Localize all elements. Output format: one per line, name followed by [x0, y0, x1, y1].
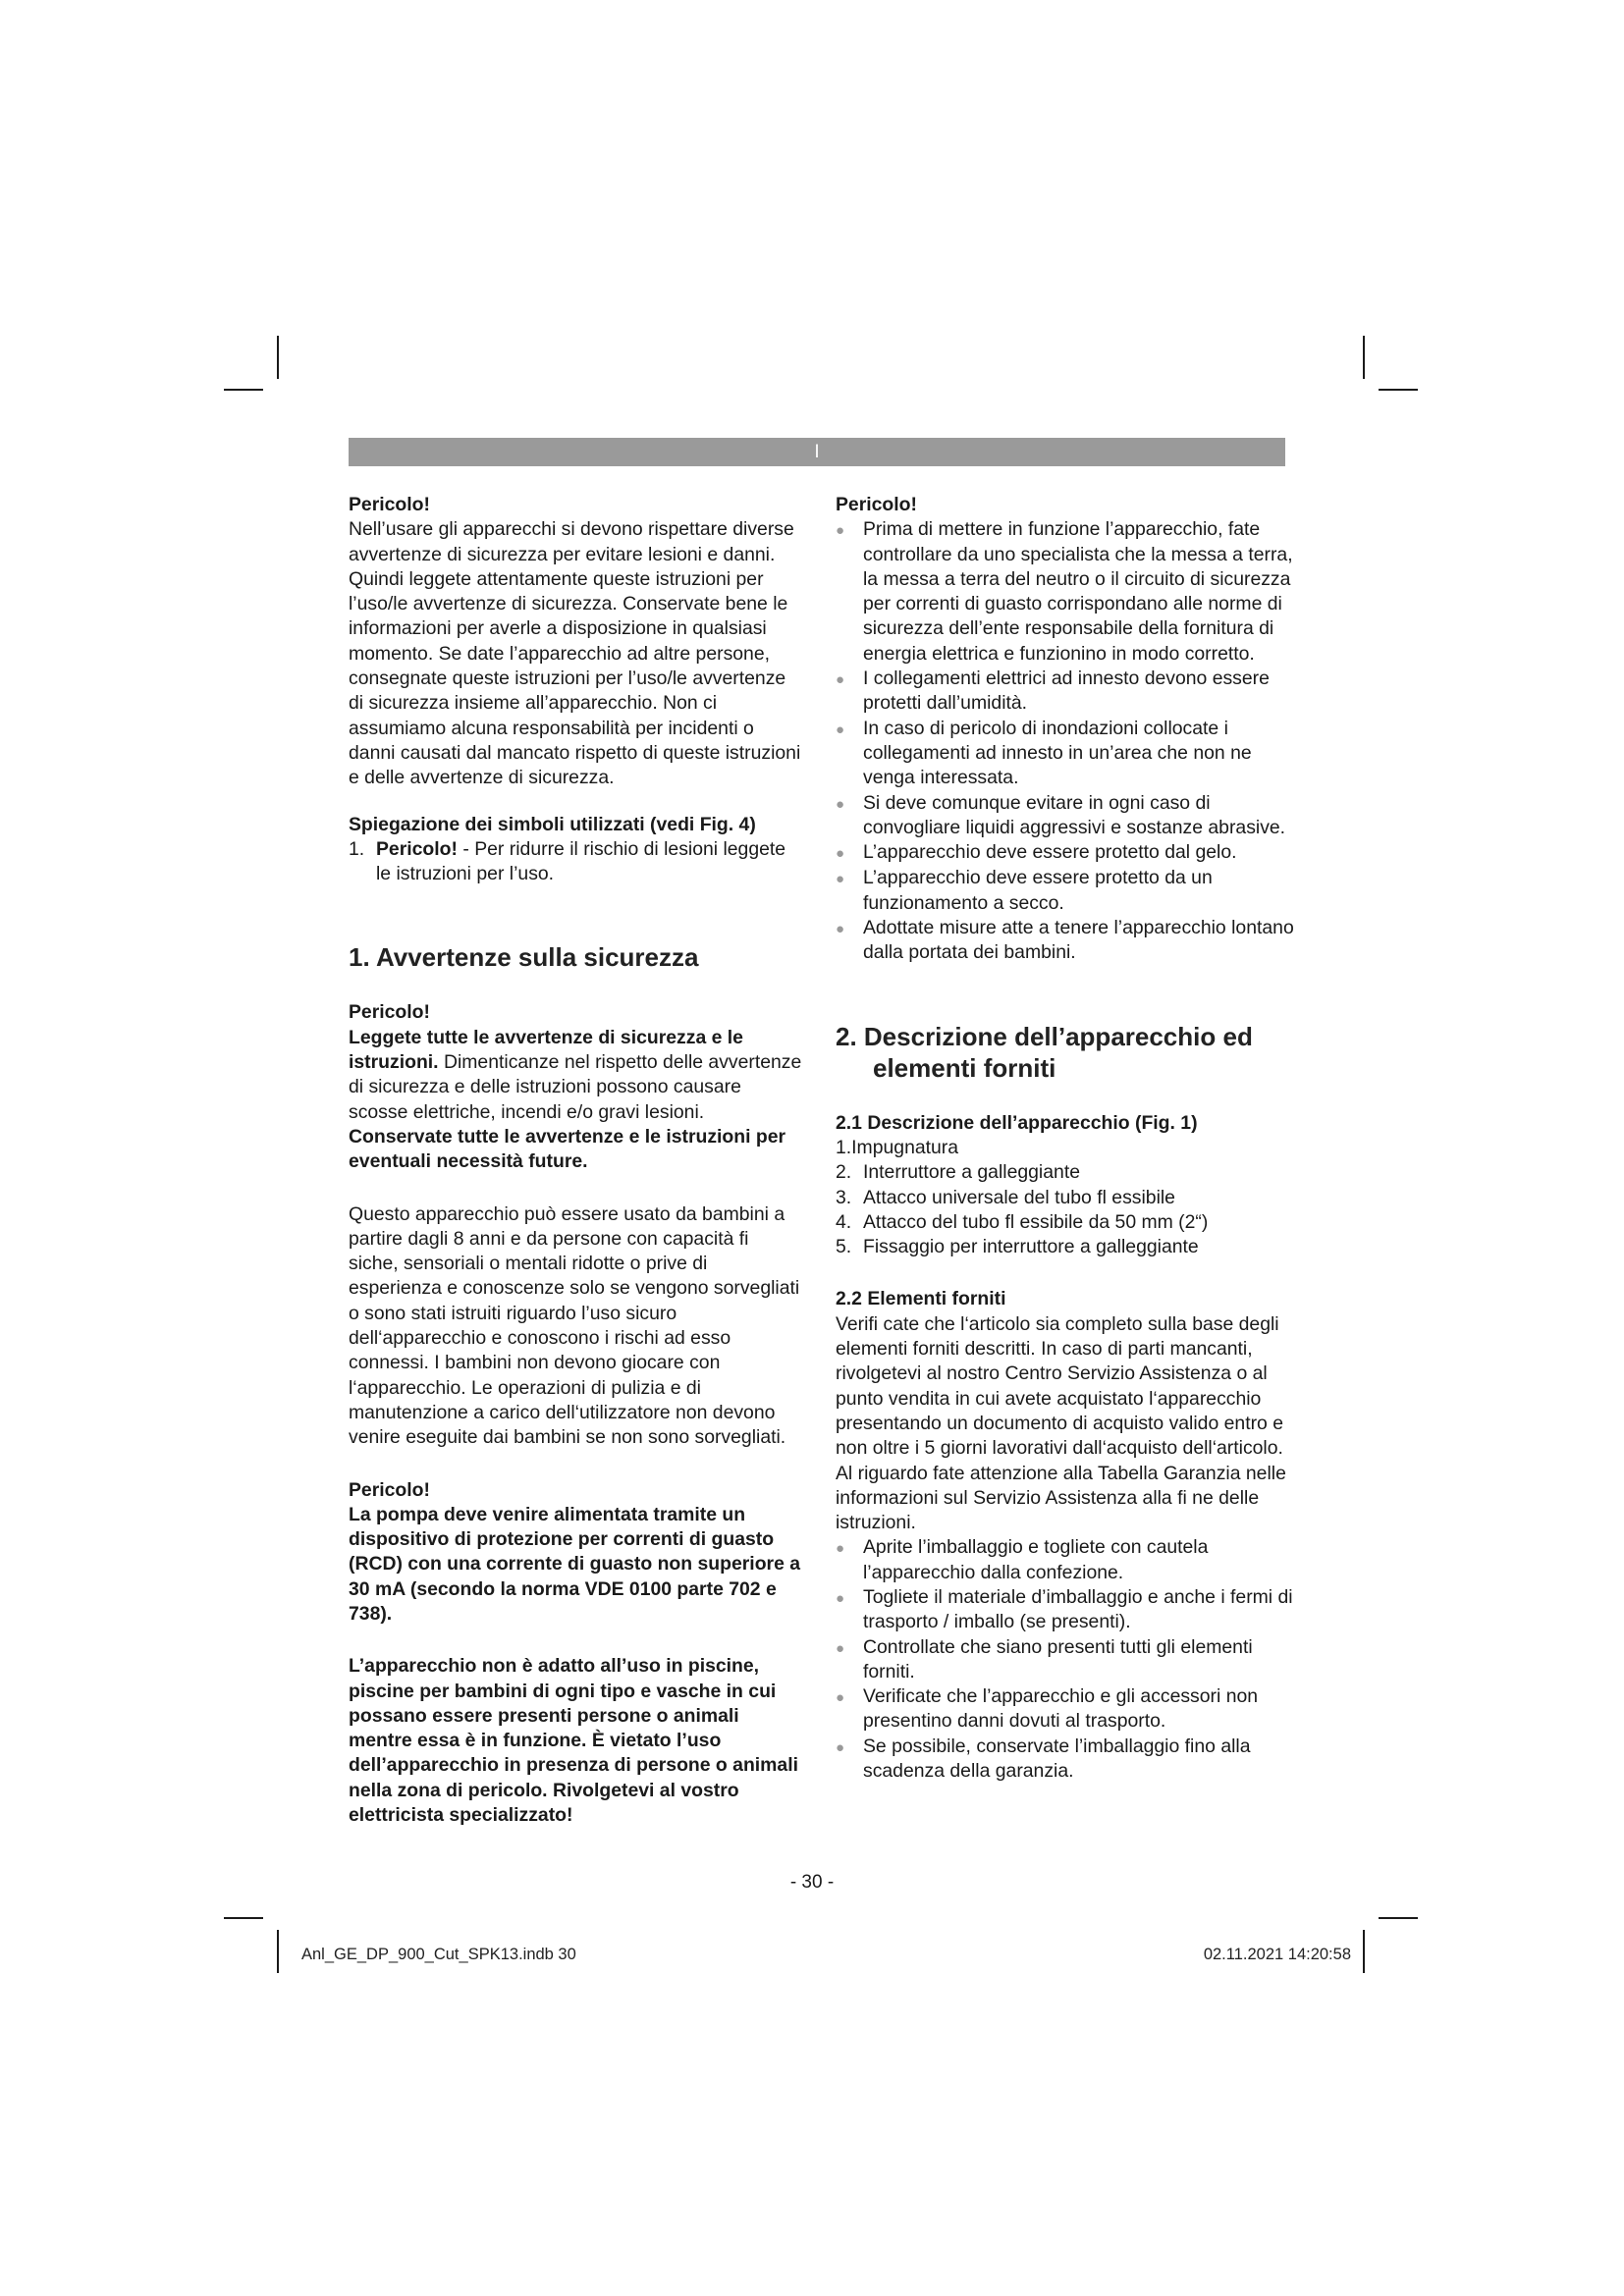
- bullet-icon: ●: [836, 795, 845, 813]
- item-number: 5.: [836, 1236, 852, 1258]
- bullet-icon: ●: [836, 1738, 845, 1756]
- bullet-text: Adottate misure atte a tenere l’apparecchio lontano dalla portata dei bambini.: [863, 917, 1294, 964]
- spacer: [836, 966, 1297, 1021]
- item-text: Attacco del tubo fl essibile da 50 mm (2“): [863, 1210, 1209, 1233]
- item-text: Attacco universale del tubo fl essibile: [863, 1186, 1175, 1208]
- spacer: [349, 973, 803, 1000]
- spacer: [836, 1259, 1297, 1287]
- file-name: Anl_GE_DP_900_Cut_SPK13.indb 30: [301, 1946, 576, 1963]
- right-column: [836, 493, 1297, 1784]
- list-item: [836, 1235, 1297, 1259]
- page-number: - 30 -: [789, 1872, 835, 1893]
- crop-mark: [277, 1930, 279, 1973]
- section-header-bar: [349, 438, 1285, 466]
- list-item: [836, 667, 1297, 717]
- list-item: [836, 717, 1297, 791]
- item-bold: Pericolo!: [376, 837, 458, 860]
- bullet-text: Togliete il materiale d’imballaggio e anche i fermi di trasporto / imballo (se presenti).: [863, 1585, 1293, 1633]
- parts-list: [836, 1136, 1297, 1259]
- crop-mark: [224, 389, 263, 391]
- crop-mark: [224, 1917, 263, 1919]
- danger-heading: Pericolo!: [349, 1001, 430, 1024]
- bullet-text: Controllate che siano presenti tutti gli elementi forniti.: [863, 1635, 1253, 1682]
- crop-mark: [277, 336, 279, 379]
- item-text: [376, 837, 803, 887]
- keep-instructions-text: Conservate tutte le avvertenze e le istruzioni per eventuali necessità future.: [349, 1125, 786, 1173]
- section-1-title: 1. Avvertenze sulla sicurezza: [349, 942, 699, 973]
- left-column: [349, 493, 803, 1828]
- bullet-icon: ●: [836, 1589, 845, 1607]
- list-item: [836, 916, 1297, 966]
- bullet-text: In caso di pericolo di inondazioni collocate i collegamenti ad innesto in un’area che non ne venga interessata.: [863, 717, 1252, 789]
- subsection-2-2-heading: 2.2 Elementi forniti: [836, 1288, 1006, 1310]
- list-item: [836, 1136, 1297, 1160]
- spacer: [349, 886, 803, 941]
- children-paragraph: Questo apparecchio può essere usato da bambini a partire dagli 8 anni e da persone con capacità fi siche, sensoriali o mentali ridotte o prive di esperienza e conoscenze solo se vengono sorvegliati o sono stati istruiti riguardo l’uso sicuro dell‘apparecchio e conoscono i rischi ad esso connessi. I bambini non devono giocare con l‘apparecchio. Le operazioni di pulizia e di manutenzione a carico dell‘utilizzatore non devono venire eseguite dai bambini se non sono sorvegliati.: [349, 1202, 800, 1449]
- item-number: 2.: [836, 1161, 852, 1184]
- crop-mark: [1363, 1930, 1365, 1973]
- bullet-text: Si deve comunque evitare in ogni caso di convogliare liquidi aggressivi e sostanze abrasive.: [863, 791, 1286, 838]
- symbols-heading: Spiegazione dei simboli utilizzati (vedi Fig. 4): [349, 813, 756, 835]
- bullet-icon: ●: [836, 671, 845, 689]
- item-number: 4.: [836, 1210, 852, 1233]
- pool-warning-paragraph: L’apparecchio non è adatto all’uso in piscine, piscine per bambini di ogni tipo e vasche in cui possano essere presenti persone o animali mentre essa è in funzione. È vietato l’uso dell’apparecchio in presenza di persone o animali nella zona di pericolo. Rivolgetevi al vostro elettricista specializzato!: [349, 1655, 798, 1827]
- crop-mark: [1379, 389, 1418, 391]
- item-number: 3.: [836, 1186, 852, 1208]
- item-text: Interruttore a galleggiante: [863, 1161, 1080, 1184]
- item-text: Fissaggio per interruttore a galleggiante: [863, 1236, 1199, 1258]
- print-timestamp: 02.11.2021 14:20:58: [1203, 1946, 1351, 1963]
- spacer: [836, 1084, 1297, 1111]
- bullet-text: Aprite l’imballaggio e togliete con cautela l’apparecchio dalla confezione.: [863, 1536, 1209, 1583]
- danger-heading: Pericolo!: [349, 1478, 430, 1501]
- bullet-icon: ●: [836, 1689, 845, 1707]
- danger-heading: Pericolo!: [836, 494, 917, 515]
- subsection-2-1-heading: 2.1 Descrizione dell’apparecchio (Fig. 1): [836, 1111, 1198, 1134]
- bullet-icon: ●: [836, 1540, 845, 1558]
- list-item: [836, 517, 1297, 667]
- list-item: [836, 1635, 1297, 1685]
- delivery-paragraph: Verifi cate che l‘articolo sia completo sulla base degli elementi forniti descritti. In caso di parti mancanti, rivolgetevi al nostro Centro Servizio Assistenza o al punto vendita in cui avete acquistato l‘apparecchio presentando un documento di acquisto valido entro e non oltre i 5 giorni lavorativi dall‘acquisto dell‘articolo. Al riguardo fate attenzione alla Tabella Garanzia nelle informazioni sul Servizio Assistenza alla fi ne delle istruzioni.: [836, 1312, 1286, 1534]
- bullet-text: L’apparecchio deve essere protetto da un funzionamento a secco.: [863, 867, 1213, 914]
- warnings-paragraph: [349, 1026, 803, 1125]
- list-item: [836, 791, 1297, 841]
- bullet-icon: ●: [836, 522, 845, 540]
- item-rest: - Per ridurre il rischio di lesioni leggete le istruzioni per l’uso.: [376, 837, 786, 885]
- spacer: [349, 1175, 803, 1202]
- language-letter: I: [814, 442, 820, 462]
- spacer: [349, 791, 803, 813]
- list-item: [836, 1735, 1297, 1785]
- list-item: [836, 1585, 1297, 1635]
- list-item: [836, 1684, 1297, 1735]
- item-number: 1.: [349, 837, 365, 860]
- spacer: [349, 1451, 803, 1478]
- bullet-text: Verificate che l’apparecchio e gli accessori non presentino danni dovuti al trasporto.: [863, 1685, 1259, 1733]
- list-item: [836, 1186, 1297, 1210]
- list-item: [836, 840, 1297, 866]
- bullet-icon: ●: [836, 721, 845, 738]
- list-item: [836, 1535, 1297, 1585]
- bullet-icon: ●: [836, 1639, 845, 1657]
- safety-bullets: [836, 517, 1297, 965]
- list-item: [836, 866, 1297, 916]
- bullet-icon: ●: [836, 845, 845, 863]
- rcd-paragraph: La pompa deve venire alimentata tramite un dispositivo di protezione per correnti di guasto (RCD) con una corrente di guasto non superiore a 30 mA (secondo la norma VDE 0100 parte 702 e 738).: [349, 1503, 801, 1625]
- bold-text: Leggete tutte le avvertenze di sicurezza e le istruzioni.: [349, 1026, 743, 1074]
- intro-paragraph: Nell’usare gli apparecchi si devono rispettare diverse avvertenze di sicurezza per evitare lesioni e danni. Quindi leggete attentamente queste istruzioni per l’uso/le avvertenze di sicurezza. Conservate bene le informazioni per averle a disposizione in qualsiasi momento. Se date l’apparecchio ad altre persone, consegnate queste istruzioni per l’uso/le avvertenze di sicurezza insieme all’apparecchio. Non ci assumiamo alcuna responsabilità per incidenti o danni causati dal mancato rispetto di queste istruzioni e delle avvertenze di sicurezza.: [349, 518, 801, 789]
- bullet-text: L’apparecchio deve essere protetto dal gelo.: [863, 841, 1237, 864]
- item-number: 1.: [836, 1136, 852, 1158]
- list-item: [836, 1210, 1297, 1235]
- list-item: [349, 837, 803, 887]
- bullet-icon: ●: [836, 921, 845, 938]
- danger-heading: Pericolo!: [349, 494, 430, 515]
- bullet-icon: ●: [836, 871, 845, 888]
- list-item: [836, 1160, 1297, 1185]
- bullet-text: Prima di mettere in funzione l’apparecchio, fate controllare da uno specialista che la messa a terra, la messa a terra del neutro o il circuito di sicurezza per correnti di guasto corrispondano alle norme di sicurezza dell’ente responsabile della fornitura di energia elettrica e funzionino in modo corretto.: [863, 518, 1293, 665]
- symbols-list: [349, 837, 803, 887]
- section-2-title: 2. Descrizione dell’apparecchio ed elementi forniti: [836, 1021, 1253, 1083]
- item-text: Impugnatura: [851, 1136, 959, 1158]
- body-text: Dimenticanze nel rispetto delle avvertenze di sicurezza e delle istruzioni possono causare scosse elettriche, incendi e/o gravi lesioni.: [349, 1051, 802, 1123]
- crop-mark: [1379, 1917, 1418, 1919]
- delivery-bullets: [836, 1535, 1297, 1784]
- bullet-text: I collegamenti elettrici ad innesto devono essere protetti dall’umidità.: [863, 667, 1270, 715]
- crop-mark: [1363, 336, 1365, 379]
- bullet-text: Se possibile, conservate l’imballaggio fino alla scadenza della garanzia.: [863, 1735, 1251, 1783]
- spacer: [349, 1627, 803, 1654]
